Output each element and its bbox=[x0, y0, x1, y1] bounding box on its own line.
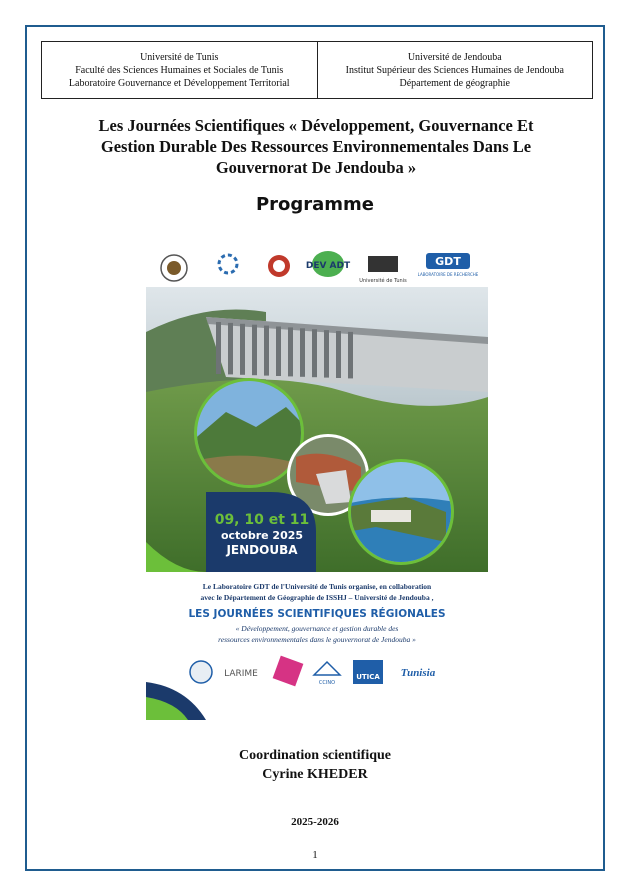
title-line-1: Les Journées Scientifiques « Développement, Gouvernance Et bbox=[98, 116, 534, 135]
univ-tunis-text: Université de Tunis bbox=[359, 278, 407, 284]
dam-pillar bbox=[264, 326, 269, 376]
poster-graphic bbox=[146, 242, 488, 720]
academic-year: 2025-2026 bbox=[291, 816, 339, 828]
dam-pillar bbox=[228, 323, 233, 375]
document-title bbox=[60, 115, 572, 178]
dam-pillar bbox=[312, 329, 317, 377]
poster-subtitle-line-1: « Développement, gouvernance et gestion durable des bbox=[235, 624, 399, 633]
dam-pillar bbox=[300, 328, 305, 377]
coordinator-name: Cyrine KHEDER bbox=[262, 767, 368, 782]
header-jendouba-institute: Institut Supérieur des Sciences Humaines de Jendouba bbox=[345, 64, 564, 76]
gdt-logo-text: GDT bbox=[435, 255, 461, 268]
coordination-block bbox=[0, 746, 630, 784]
coordination-label: Coordination scientifique bbox=[238, 748, 392, 763]
poster-text-line-1: Le Laboratoire GDT de l'Université de Tunis organise, en collaboration bbox=[202, 582, 432, 591]
header-cell-tunis bbox=[42, 42, 318, 98]
title-line-3: Gouvernorat De Jendouba » bbox=[215, 158, 417, 177]
gdt-logo-subtext: LABORATOIRE DE RECHERCHE bbox=[417, 272, 479, 277]
header-tunis-faculty: Faculté des Sciences Humaines et Sociales de Tunis bbox=[75, 64, 284, 76]
poster-text-line-2: avec le Département de Géographie de ISSHJ – Université de Jendouba , bbox=[200, 593, 434, 602]
dam-pillar bbox=[252, 325, 257, 376]
date-days: 09, 10 et 11 bbox=[214, 512, 310, 528]
dam-pillar bbox=[276, 327, 281, 377]
page-number: 1 bbox=[312, 849, 318, 861]
title-line-2: Gestion Durable Des Ressources Environnementales Dans Le bbox=[100, 137, 532, 156]
univ-tunis-logo-icon bbox=[368, 256, 398, 272]
header-cell-jendouba bbox=[318, 42, 593, 98]
poster-headline: LES JOURNÉES SCIENTIFIQUES RÉGIONALES bbox=[188, 608, 446, 620]
poster-subtitle-line-2: ressources environnementales dans le gouvernorat de Jendouba » bbox=[218, 635, 416, 644]
dam-pillar bbox=[336, 331, 341, 378]
header-tunis-university: Université de Tunis bbox=[140, 51, 219, 63]
larime-logo-text: LARIME bbox=[224, 669, 258, 679]
partner-seal-icon bbox=[190, 661, 212, 683]
header-jendouba-department: Département de géographie bbox=[399, 77, 510, 89]
utica-logo-text: UTICA bbox=[356, 673, 380, 681]
faculty-emblem-icon bbox=[167, 261, 181, 275]
event-poster bbox=[146, 242, 488, 720]
dam-pillar bbox=[240, 324, 245, 375]
dev-adt-text: DEV ADT bbox=[305, 261, 351, 271]
dam-pillar bbox=[348, 332, 353, 379]
header-jendouba-university: Université de Jendouba bbox=[407, 51, 502, 63]
dam-pillar bbox=[324, 330, 329, 378]
header-table bbox=[41, 41, 593, 99]
event-city: JENDOUBA bbox=[226, 543, 298, 557]
programme-heading: Programme bbox=[255, 194, 375, 215]
date-month: octobre 2025 bbox=[220, 529, 304, 542]
dam-pillar bbox=[288, 327, 293, 376]
dam-pillar bbox=[216, 322, 221, 374]
header-tunis-lab: Laboratoire Gouvernance et Développement Territorial bbox=[68, 77, 290, 89]
tunisia-logo-text: Tunisia bbox=[400, 667, 436, 679]
ccino-logo-text: CCINO bbox=[318, 680, 336, 686]
